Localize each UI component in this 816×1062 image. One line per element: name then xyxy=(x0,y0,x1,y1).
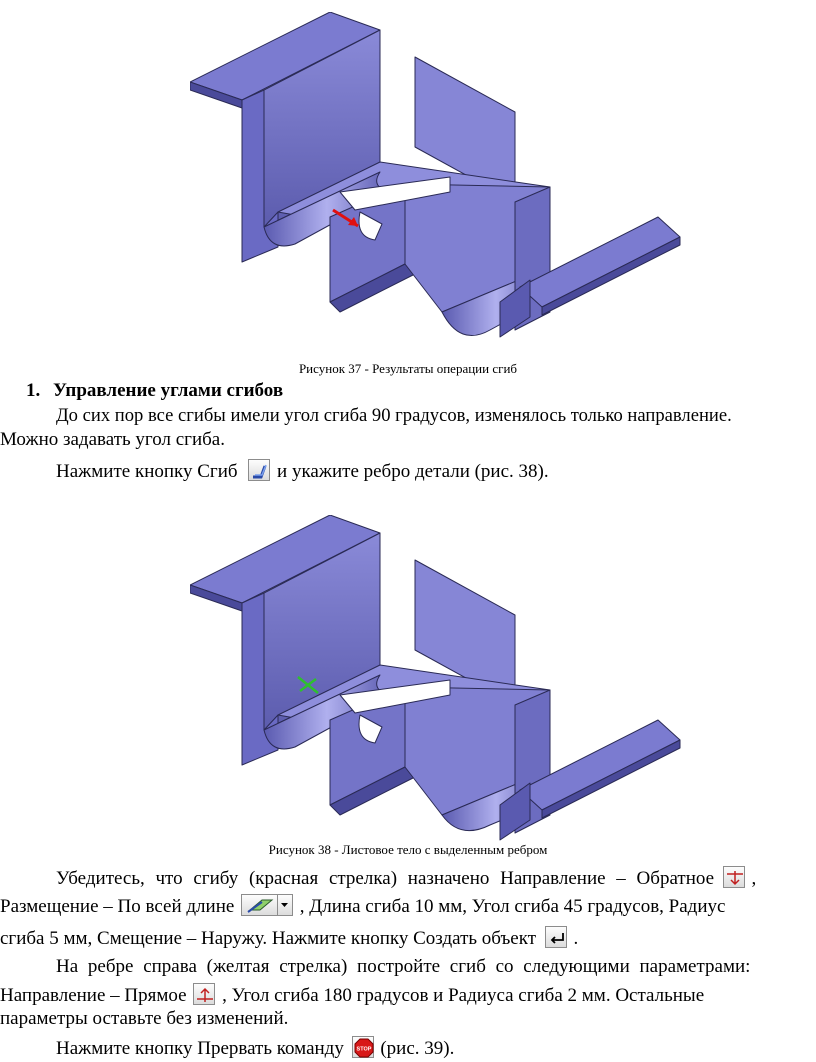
para3-line3-b: . xyxy=(573,928,579,949)
figure-37-caption: Рисунок 37 - Результаты операции сгиб xyxy=(298,361,518,376)
para3-line2-b: , Длина сгиба 10 мм, Угол сгиба 45 градусов, Радиус xyxy=(299,896,726,917)
bend-icon xyxy=(248,459,270,481)
svg-text:STOP: STOP xyxy=(356,1046,372,1053)
para4-line1: На ребре справа (желтая стрелка) постройте сгиб со следующими параметрами: xyxy=(56,956,751,977)
para5-text-before: Нажмите кнопку Прервать команду xyxy=(56,1038,344,1059)
direction-forward-icon xyxy=(193,983,215,1005)
para4-line2-a: Направление – Прямое xyxy=(0,985,187,1006)
full-length-placement-icon[interactable] xyxy=(241,894,293,916)
figure-38-sheet-metal-part xyxy=(190,515,690,845)
para2-text-before: Нажмите кнопку Сгиб xyxy=(56,461,238,482)
para3-line2 xyxy=(0,894,725,919)
section-heading xyxy=(26,379,283,403)
figure-37-sheet-metal-part xyxy=(190,12,690,357)
para3-line1-end: , xyxy=(751,868,757,889)
direction-reverse-icon xyxy=(723,866,745,888)
heading-title: Управление углами сгибов xyxy=(53,380,284,401)
para4-line2 xyxy=(0,983,704,1008)
stop-icon xyxy=(352,1036,374,1058)
create-object-icon xyxy=(545,926,567,948)
figure-38-caption: Рисунок 38 - Листовое тело с выделенным ребром xyxy=(268,842,548,857)
para3-line2-a: Размещение – По всей длине xyxy=(0,896,235,917)
para3-line3 xyxy=(0,926,578,951)
para5-text-after: (рис. 39). xyxy=(380,1038,455,1059)
para4-line3: параметры оставьте без изменений. xyxy=(0,1008,289,1029)
para3-line1 xyxy=(56,866,816,891)
chevron-down-icon[interactable] xyxy=(277,895,292,915)
para5 xyxy=(56,1036,454,1061)
heading-number: 1. xyxy=(26,380,41,401)
para1-line2: Можно задавать угол сгиба. xyxy=(0,429,225,450)
para3-line1-text: Убедитесь, что сгибу (красная стрелка) назначено Направление – Обратное xyxy=(56,868,715,889)
para4-line2-b: , Угол сгиба 180 градусов и Радиуса сгиба 2 мм. Остальные xyxy=(222,985,705,1006)
para1-line1: До сих пор все сгибы имели угол сгиба 90 градусов, изменялось только направление. xyxy=(56,405,732,426)
para3-line3-a: сгиба 5 мм, Смещение – Наружу. Нажмите кнопку Создать объект xyxy=(0,928,537,949)
para2-text-after: и укажите ребро детали (рис. 38). xyxy=(277,461,549,482)
para2 xyxy=(56,459,549,484)
